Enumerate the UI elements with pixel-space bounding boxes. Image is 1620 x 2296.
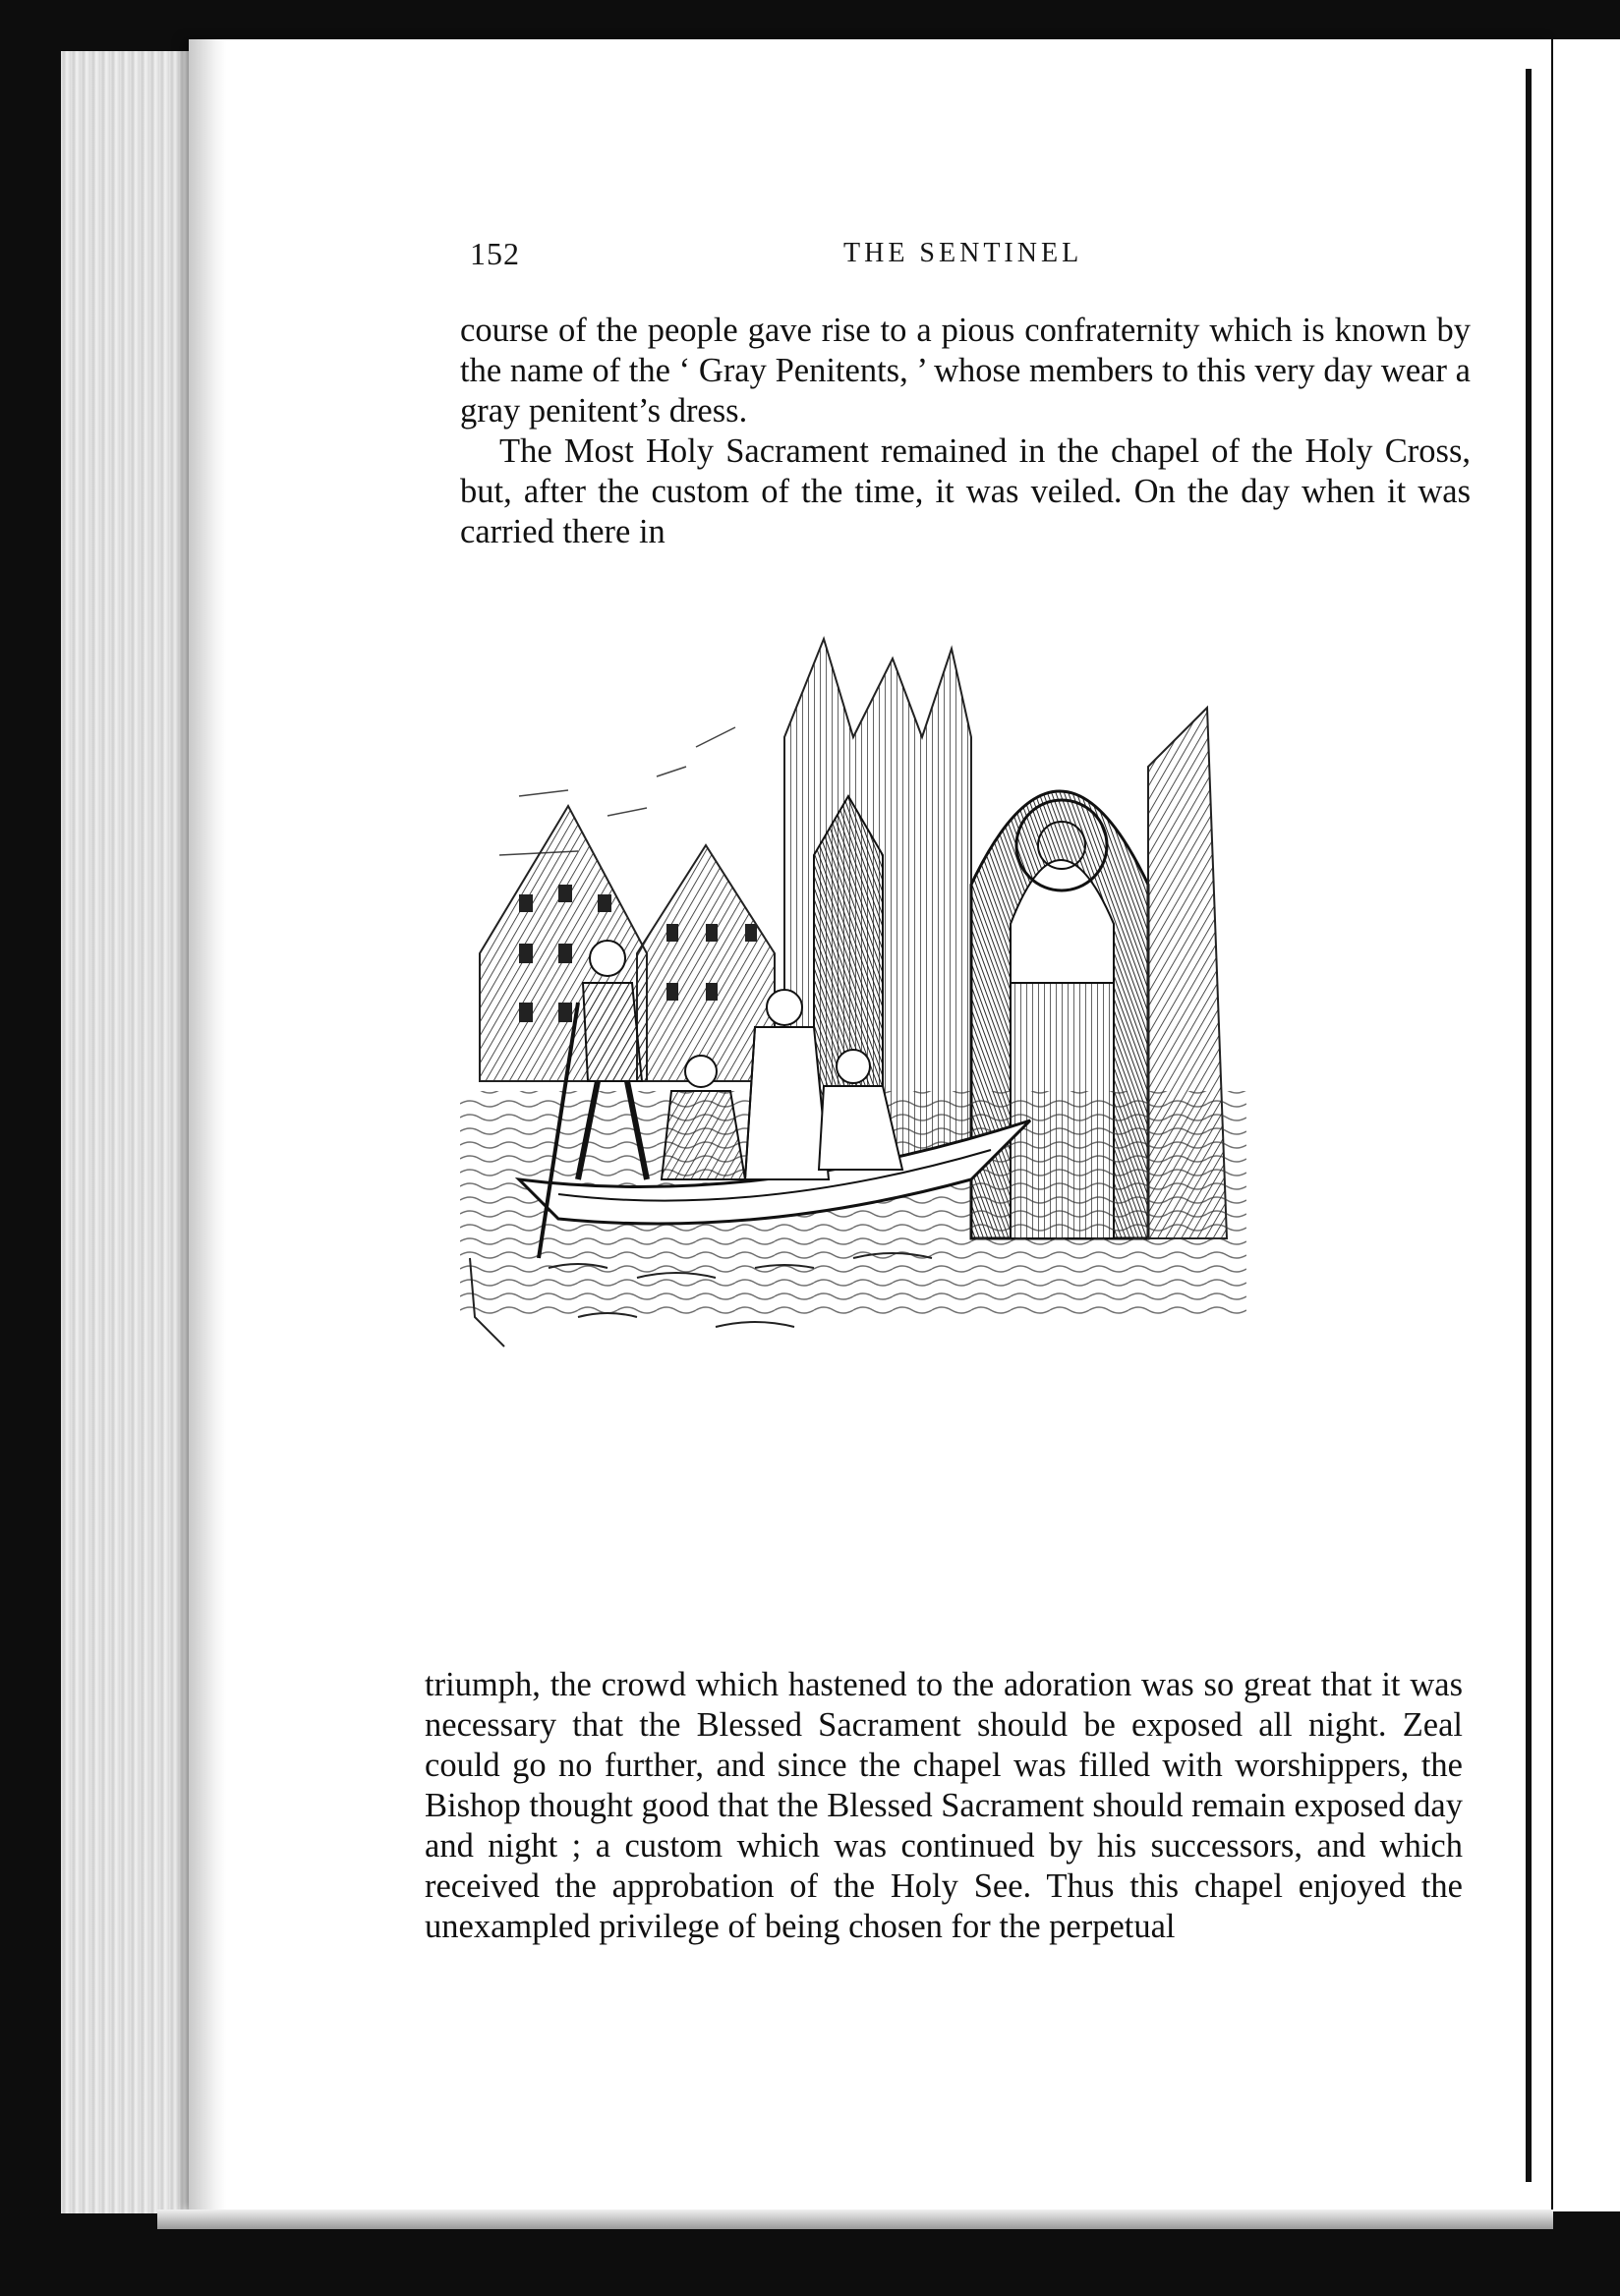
paragraph: course of the people gave rise to a pious confraternity which is known by the name of the ‘ Gray Penitents, ’ whose members to this very day wear a gray penitent’s dress. (460, 312, 1471, 430)
book-bottom-edge (157, 2210, 1553, 2229)
running-title: THE SENTINEL (843, 238, 1083, 268)
body-text-top (460, 311, 1471, 552)
paragraph: The Most Holy Sacrament remained in the chapel of the Holy Cross, but, after the custom of the time, it was veiled. On the day when it was carried there in (460, 432, 1471, 550)
boat-cathedral-engraving (460, 629, 1374, 1641)
running-head (470, 236, 1473, 285)
page-number: 152 (470, 236, 520, 271)
facing-page-strip (1553, 39, 1620, 2211)
body-text-bottom (425, 1665, 1463, 1947)
paragraph: triumph, the crowd which hastened to the adoration was so great that it was necessary that the Blessed Sacrament should be exposed all night. Zeal could go no further, and since the chapel was filled with worshippers, the Bishop thought good that the Blessed Sacrament should remain exposed day and night ; a custom which was continued by his successors, and which received the approbation of the Holy See. Thus this chapel enjoyed the unexampled privilege of being chosen for the perpetual (425, 1666, 1463, 1945)
page-gutter (189, 39, 226, 2211)
facing-page-edge (1526, 69, 1532, 2182)
engraving-illustration (460, 629, 1374, 1641)
